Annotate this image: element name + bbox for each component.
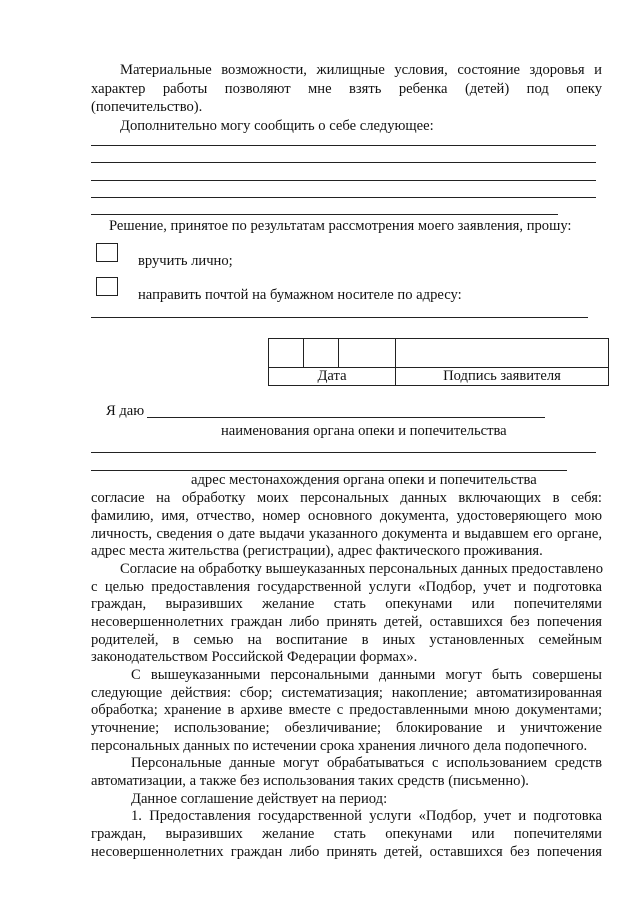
paragraph-line: граждан, выразивших желание стать опекунами или попечителями [91,596,602,612]
date-cell[interactable] [304,339,339,368]
blank-line[interactable] [91,452,596,453]
option-label: вручить лично; [138,253,233,269]
paragraph-line: 1. Предоставления государственной услуги «Подбор, учет и подготовка [131,808,602,824]
paragraph-line: автоматизации, а также без использования таких средств (письменно). [91,773,529,789]
organ-address-line[interactable] [91,470,567,471]
paragraph-line: фамилию, имя, отчество, номер основного документа, удостоверяющего мою [91,508,602,524]
paragraph-line: законодательством Российской Федерации формах». [91,649,418,665]
blank-line[interactable] [91,197,596,198]
checkbox-mail-delivery[interactable] [96,277,118,296]
paragraph-line: Данное соглашение действует на период: [131,791,388,807]
signature-cell[interactable] [396,339,609,368]
paragraph-line: (попечительство). [91,99,203,115]
paragraph-line: характер работы позволяют мне взять ребенка (детей) под опеку [91,81,602,97]
paragraph-line: личность, сведения о дате выдачи указанного документа и выдавшем его органе, [91,526,602,542]
paragraph-line: Персональные данные могут обрабатываться с использованием средств [131,755,602,771]
paragraph-line: Материальные возможности, жилищные условия, состояние здоровья и [120,62,602,78]
date-cell[interactable] [339,339,396,368]
address-line[interactable] [91,317,588,318]
consent-prefix: Я даю [106,403,145,419]
blank-line[interactable] [91,180,596,181]
paragraph-line: обработка; хранение в архиве вместе с предоставленными мною документами; [91,702,602,718]
paragraph-line: С вышеуказанными персональными данными могут быть совершены [131,667,602,683]
paragraph-line: уточнение; использование; обезличивание; блокирование и уничтожение [91,720,602,736]
checkbox-hand-delivery[interactable] [96,243,118,262]
paragraph-line: персональных данных по истечении срока хранения личного дела подопечного. [91,738,588,754]
paragraph-line: несовершеннолетних граждан либо принять детей, оставшихся без попечения [91,844,602,860]
paragraph-line: согласие на обработку моих персональных данных включающих в себя: [91,490,602,506]
signature-label: Подпись заявителя [396,368,609,386]
signature-table [268,338,609,386]
organ-name-line[interactable] [147,417,545,418]
date-cell[interactable] [269,339,304,368]
date-label: Дата [269,368,396,386]
blank-line[interactable] [91,214,558,215]
paragraph-line: граждан, выразивших желание стать опекунами или попечителями [91,826,602,842]
option-label: направить почтой на бумажном носителе по адресу: [138,287,462,303]
blank-line[interactable] [91,145,596,146]
blank-line[interactable] [91,162,596,163]
caption: адрес местонахождения органа опеки и попечительства [191,472,537,488]
paragraph-line: адрес места жительства (регистрации), адрес фактического проживания. [91,543,543,559]
paragraph-line: родителей, в семью на воспитание в иных установленных семейным [91,632,602,648]
paragraph-line: несовершеннолетних граждан либо принять детей, оставшихся без попечения [91,614,602,630]
paragraph-line: Дополнительно могу сообщить о себе следующее: [120,118,434,134]
paragraph-line: следующие действия: сбор; систематизация; накопление; автоматизированная [91,685,602,701]
paragraph-line: с целью предоставления государственной услуги «Подбор, учет и подготовка [91,579,602,595]
decision-text: Решение, принятое по результатам рассмотрения моего заявления, прошу: [109,218,572,234]
paragraph-line: Согласие на обработку вышеуказанных персональных данных предоставлено [120,561,604,577]
caption: наименования органа опеки и попечительства [221,423,507,439]
